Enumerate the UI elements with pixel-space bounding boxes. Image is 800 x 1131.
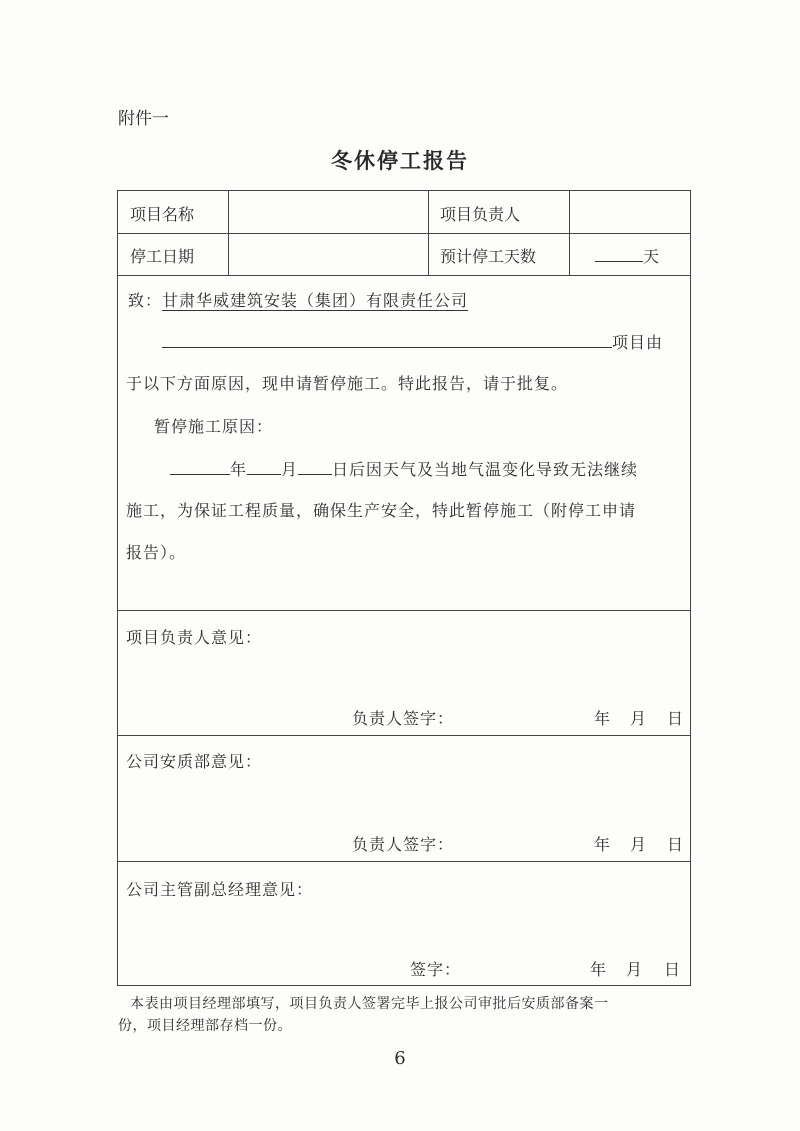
col-divider xyxy=(228,191,229,275)
project-lead-label: 项目负责人 xyxy=(440,205,521,224)
project-lead-field[interactable] xyxy=(573,195,685,229)
sign-day: 日 xyxy=(667,709,685,728)
reason-line6: 报告）。 xyxy=(126,543,187,562)
reason-label: 暂停施工原因： xyxy=(154,417,274,436)
stop-date-field[interactable] xyxy=(232,237,424,271)
sign-year: 年 xyxy=(590,960,608,979)
days-blank[interactable] xyxy=(595,245,643,262)
vp-signature-label: 签字： xyxy=(410,960,462,979)
sign-month: 月 xyxy=(630,709,648,728)
month-label: 月 xyxy=(281,460,299,479)
col-divider xyxy=(428,191,429,275)
project-lead-signature-label: 负责人签字： xyxy=(352,709,455,728)
project-name-field[interactable] xyxy=(232,195,424,229)
sign-day: 日 xyxy=(667,835,685,854)
sign-month: 月 xyxy=(630,835,648,854)
reason-intro: 于以下方面原因，现申请暂停施工。特此报告，请于批复。 xyxy=(126,374,569,393)
sign-year: 年 xyxy=(594,835,612,854)
row-divider xyxy=(118,275,690,276)
stop-date-label: 停工日期 xyxy=(130,247,195,266)
project-blank[interactable] xyxy=(162,331,612,348)
days-unit: 天 xyxy=(643,247,660,266)
safety-dept-opinion-label: 公司安质部意见： xyxy=(126,752,263,771)
reason-line5: 施工，为保证工程质量，确保生产安全，特此暂停施工（附停工申请 xyxy=(126,501,637,520)
est-days-label: 预计停工天数 xyxy=(440,247,537,266)
col-divider xyxy=(569,191,570,275)
year-blank[interactable] xyxy=(170,458,230,475)
sign-month: 月 xyxy=(626,960,644,979)
footer-note-line1: 本表由项目经理部填写，项目负责人签署完毕上报公司审批后安质部备案一 xyxy=(130,996,609,1012)
row-divider xyxy=(118,233,690,234)
project-name-label: 项目名称 xyxy=(130,205,195,224)
footer-note-line2: 份，项目经理部存档一份。 xyxy=(118,1018,292,1034)
project-suffix: 项目由 xyxy=(612,333,664,352)
attachment-label: 附件一 xyxy=(118,109,169,129)
form-title: 冬休停工报告 xyxy=(331,149,469,173)
day-blank[interactable] xyxy=(298,458,332,475)
company-name: 甘肃华威建筑安装（集团）有限责任公司 xyxy=(162,291,469,310)
year-label: 年 xyxy=(230,460,248,479)
day-text: 日后因天气及当地气温变化导致无法继续 xyxy=(332,460,639,479)
row-divider xyxy=(118,861,690,862)
safety-dept-signature-label: 负责人签字： xyxy=(352,835,455,854)
page-number: 6 xyxy=(394,1048,406,1069)
to-prefix: 致： xyxy=(128,291,163,310)
row-divider xyxy=(118,735,690,736)
recipient-line xyxy=(128,288,468,311)
report-form xyxy=(117,190,691,986)
est-days-field[interactable] xyxy=(595,244,659,267)
project-lead-opinion-label: 项目负责人意见： xyxy=(126,628,263,647)
row-divider xyxy=(118,610,690,611)
project-line xyxy=(162,330,663,353)
sign-year: 年 xyxy=(594,709,612,728)
sign-day: 日 xyxy=(664,960,682,979)
date-line xyxy=(170,457,638,480)
month-blank[interactable] xyxy=(247,458,281,475)
vp-opinion-label: 公司主管副总经理意见： xyxy=(126,880,314,899)
